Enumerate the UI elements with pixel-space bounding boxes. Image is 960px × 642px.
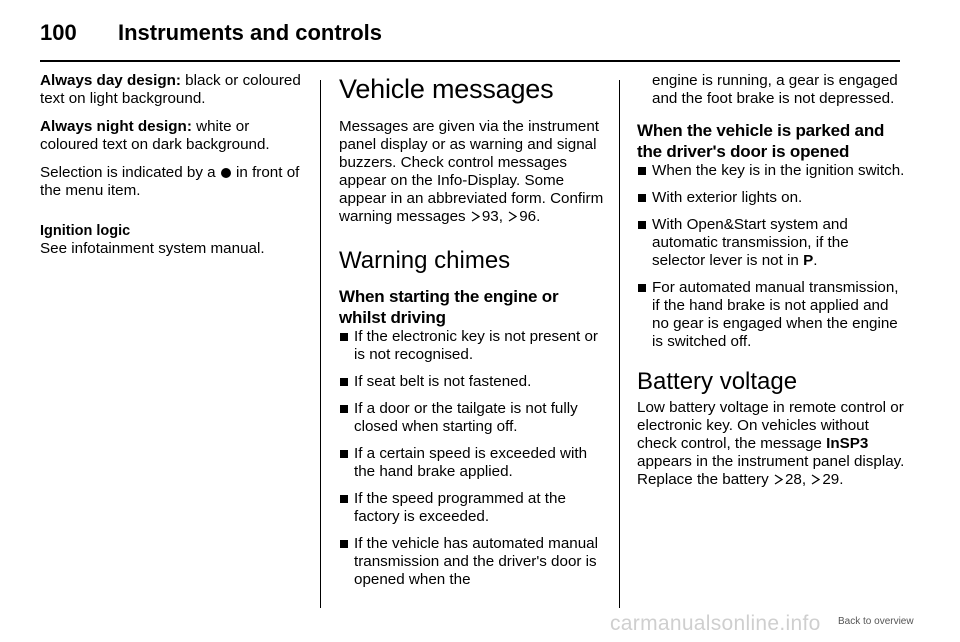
- page-reference-arrow-icon[interactable]: [508, 211, 517, 222]
- list-item-text: For automated manual transmission, if the hand brake is not applied and no gear is engaged when the engine is switched off.: [652, 279, 899, 350]
- square-bullet-icon: [638, 221, 646, 229]
- vehicle-messages-text: Messages are given via the instrument panel display or as warning and signal buzzers. Check control messages appear on the Info-Display. Some appear in an abbreviated form. Confirm warning messages: [339, 118, 604, 225]
- reference-link[interactable]: 96.: [519, 208, 541, 225]
- column-left: [40, 72, 308, 258]
- battery-voltage-title: Battery voltage: [637, 368, 798, 395]
- parked-list: [637, 162, 905, 351]
- list-item: [339, 373, 607, 391]
- square-bullet-icon: [340, 450, 348, 458]
- square-bullet-icon: [638, 284, 646, 292]
- square-bullet-icon: [340, 495, 348, 503]
- warning-chimes-list: [339, 328, 607, 589]
- continued-list-text: engine is running, a gear is engaged and the foot brake is not depressed.: [652, 72, 898, 107]
- list-item-text: If a door or the tailgate is not fully closed when starting off.: [354, 400, 578, 435]
- selection-paragraph: [40, 164, 308, 200]
- square-bullet-icon: [340, 378, 348, 386]
- square-bullet-icon: [340, 405, 348, 413]
- column-right: [637, 72, 905, 489]
- parked-subtitle: When the vehicle is parked and the driver's door is opened: [637, 121, 885, 161]
- square-bullet-icon: [340, 333, 348, 341]
- battery-voltage-paragraph: [637, 399, 905, 489]
- vehicle-messages-title: Vehicle messages: [339, 74, 554, 104]
- vehicle-messages-paragraph: [339, 118, 607, 226]
- column-divider-left: [320, 80, 321, 608]
- list-item-text-end: .: [813, 252, 818, 269]
- battery-text-pre: Low battery voltage in remote control or electronic key. On vehicles without check control, the message: [637, 399, 904, 452]
- ignition-logic-text: See infotainment system manual.: [40, 240, 265, 257]
- day-design-paragraph: [40, 72, 308, 108]
- list-item-text: If seat belt is not fastened.: [354, 373, 532, 390]
- list-item-text: If a certain speed is exceeded with the hand brake applied.: [354, 445, 588, 480]
- list-item: [339, 328, 607, 364]
- list-item: [637, 162, 905, 180]
- night-design-paragraph: [40, 118, 308, 154]
- warning-chimes-title: Warning chimes: [339, 247, 511, 274]
- reference-link[interactable]: 28,: [784, 471, 807, 488]
- day-design-label: Always day design:: [40, 72, 181, 89]
- page-reference-arrow-icon[interactable]: [774, 474, 783, 485]
- selection-text-pre: Selection is indicated by a: [40, 164, 220, 181]
- list-item-text: With exterior lights on.: [652, 189, 803, 206]
- list-item-text: If the speed programmed at the factory is exceeded.: [354, 490, 566, 525]
- filled-dot-icon: [221, 168, 231, 178]
- list-item: [339, 445, 607, 481]
- page-reference-arrow-icon[interactable]: [811, 474, 820, 485]
- reference-link[interactable]: 29.: [822, 471, 844, 488]
- header-rule: [40, 60, 900, 62]
- page-number: 100: [40, 20, 77, 45]
- list-item: [637, 216, 905, 270]
- list-item: [637, 279, 905, 351]
- list-item: [339, 400, 607, 436]
- column-middle: [339, 72, 607, 589]
- night-design-text: white or coloured text on dark background.: [40, 118, 270, 153]
- square-bullet-icon: [340, 540, 348, 548]
- battery-text-post: appears in the instrument panel display. Replace the battery: [637, 453, 905, 488]
- back-to-overview-link[interactable]: Back to overview: [838, 616, 914, 627]
- list-item: [637, 189, 905, 207]
- ignition-logic-heading: Ignition logic: [40, 223, 131, 239]
- list-item: [339, 490, 607, 526]
- list-item-text: With Open&Start system and automatic transmission, if the selector lever is not in: [652, 216, 849, 269]
- watermark: carmanualsonline.info: [610, 612, 821, 635]
- message-code: InSP3: [826, 435, 869, 452]
- starting-engine-subtitle: When starting the engine or whilst driving: [339, 287, 559, 327]
- list-item-text: When the key is in the ignition switch.: [652, 162, 905, 179]
- square-bullet-icon: [638, 194, 646, 202]
- list-item-text: If the vehicle has automated manual transmission and the driver's door is opened when the: [354, 535, 598, 588]
- night-design-label: Always night design:: [40, 118, 192, 135]
- day-design-text: black or coloured text on light background.: [40, 72, 301, 107]
- list-item: [339, 535, 607, 589]
- page-reference-arrow-icon[interactable]: [471, 211, 480, 222]
- reference-link[interactable]: 93,: [481, 208, 503, 225]
- column-divider-right: [619, 80, 620, 608]
- page-header: [40, 14, 900, 60]
- square-bullet-icon: [638, 167, 646, 175]
- selector-position-p: P: [803, 252, 814, 269]
- selection-text-post: in front of the menu item.: [40, 164, 300, 199]
- page-title: Instruments and controls: [118, 20, 383, 45]
- list-item-text: If the electronic key is not present or is not recognised.: [354, 328, 598, 363]
